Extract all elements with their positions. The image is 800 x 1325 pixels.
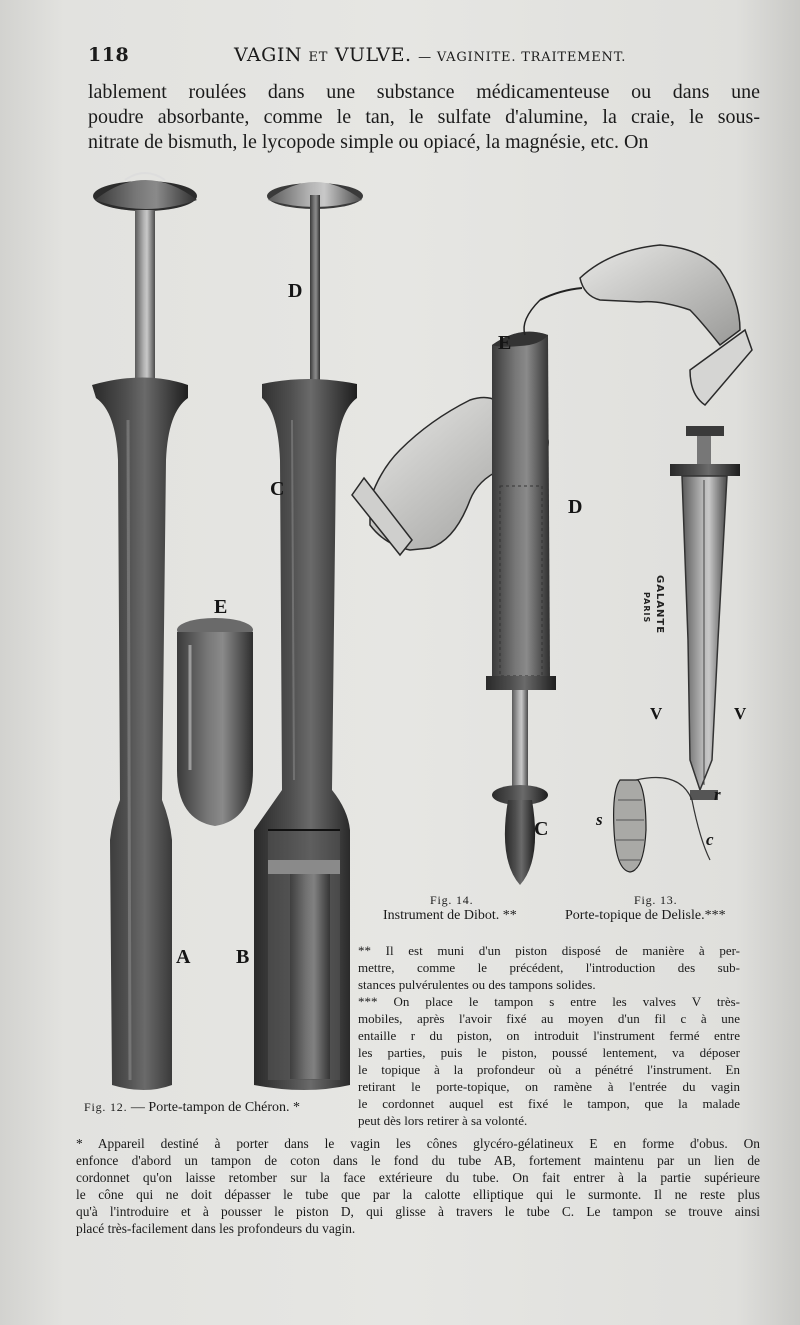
fig14-letter-e: E	[498, 332, 512, 354]
body-line: nitrate de bismuth, le lycopode simple ou opiacé, la magnésie, etc. On	[88, 131, 649, 153]
caption-fig12-text: — Porte-tampon de Chéron. *	[130, 1100, 301, 1115]
fig13-letter-v-right: V	[734, 704, 747, 723]
note-line: peut dès lors retirer à sa volonté.	[358, 1113, 528, 1128]
footnote-line: enfonce d'abord un tampon de coton dans le fond du tube AB, fortement maintenu par un lien de	[76, 1153, 760, 1168]
page-number: 118	[88, 44, 130, 66]
caption-fig14	[383, 908, 517, 924]
caption-fig13	[565, 908, 726, 924]
fig13-delisle-instrument	[614, 426, 740, 872]
footnote-line: cordonnet qu'on laisse retomber sur la face extérieure du tube. On fait entrer à la partie supérieure	[76, 1170, 760, 1185]
title-vagin: VAGIN	[234, 44, 302, 66]
footnote-line: placé très-facilement dans les profondeurs du vagin.	[76, 1221, 356, 1236]
note-line: entaille r du piston, on introduit l'instrument fermé entre	[358, 1028, 740, 1043]
fig13-letter-s: s	[596, 810, 603, 829]
note-line: ** Il est muni d'un piston disposé de manière à per-	[358, 943, 740, 958]
body-line: lablement roulées dans une substance médicamenteuse ou dans une	[88, 81, 760, 103]
footnote-line: * Appareil destiné à porter dans le vagin les cônes glycéro-gélatineux E en forme d'obus. On	[76, 1136, 760, 1151]
note-line: le cordonnet auquel est fixé le tampon, que la malade	[358, 1096, 740, 1111]
fig12-cone-e	[177, 618, 253, 826]
footnote-line: qu'à l'introduire et à pousser le piston D, qui glisse à travers le tube C. Le tampon se trouve ainsi	[76, 1204, 760, 1219]
caption-fig12	[84, 1100, 300, 1116]
title-vulve: VULVE.	[334, 44, 412, 66]
caption-fig13-number: Fig. 13.	[634, 893, 678, 907]
note-line: retirant le porte-topique, on ramène à l'entrée du vagin	[358, 1079, 740, 1094]
note-line: les parties, puis le piston, poussé lentement, va déposer	[358, 1045, 740, 1060]
fig12-letter-a: A	[176, 946, 191, 968]
fig12-letter-b: B	[236, 946, 250, 968]
note-line: le topique à la profondeur où a pénétré l'instrument. En	[358, 1062, 740, 1077]
body-line: poudre absorbante, comme le tan, le sulfate d'alumine, la craie, le sous-	[88, 106, 760, 128]
caption-fig14-number: Fig. 14.	[430, 893, 474, 907]
figure-notes	[358, 942, 740, 1129]
maker-stamp-galante: GALANTE	[654, 575, 665, 635]
fig14-letter-d: D	[568, 496, 583, 518]
fig13-letter-r: r	[714, 785, 721, 804]
footnote	[76, 1135, 760, 1237]
title-section: — VAGINITE. TRAITEMENT.	[418, 50, 627, 65]
fig13-letter-v-left: V	[650, 704, 663, 723]
footnote-line: le cône qui ne doit dépasser le tube que par la calotte elliptique qui le surmonte. Il ne reste plus	[76, 1187, 760, 1202]
fig12-letter-c: C	[270, 478, 285, 500]
caption-fig13-number-row	[634, 893, 677, 909]
note-line: stances pulvérulentes ou des tampons solides.	[358, 977, 596, 992]
fig12-letter-e: E	[214, 596, 228, 618]
title-et: ET	[308, 50, 329, 65]
fig12-instrument-b	[254, 182, 363, 1090]
caption-fig14-text: Instrument de Dibot. **	[383, 908, 517, 923]
fig14-letter-c: C	[534, 818, 549, 840]
caption-fig12-number: Fig. 12.	[84, 1100, 128, 1114]
note-line: mettre, comme le précédent, l'introduction des sub-	[358, 960, 740, 975]
fig12-letter-d: D	[288, 280, 303, 302]
fig13-letter-c: c	[706, 830, 714, 849]
note-line: *** On place le tampon s entre les valves V très-	[358, 994, 740, 1009]
caption-fig13-text: Porte-topique de Delisle.***	[565, 908, 726, 923]
note-line: mobiles, après l'avoir fixé au moyen d'un fil c à une	[358, 1011, 740, 1026]
maker-stamp-paris: PARIS	[642, 592, 651, 624]
caption-fig14-number-row	[430, 893, 473, 909]
